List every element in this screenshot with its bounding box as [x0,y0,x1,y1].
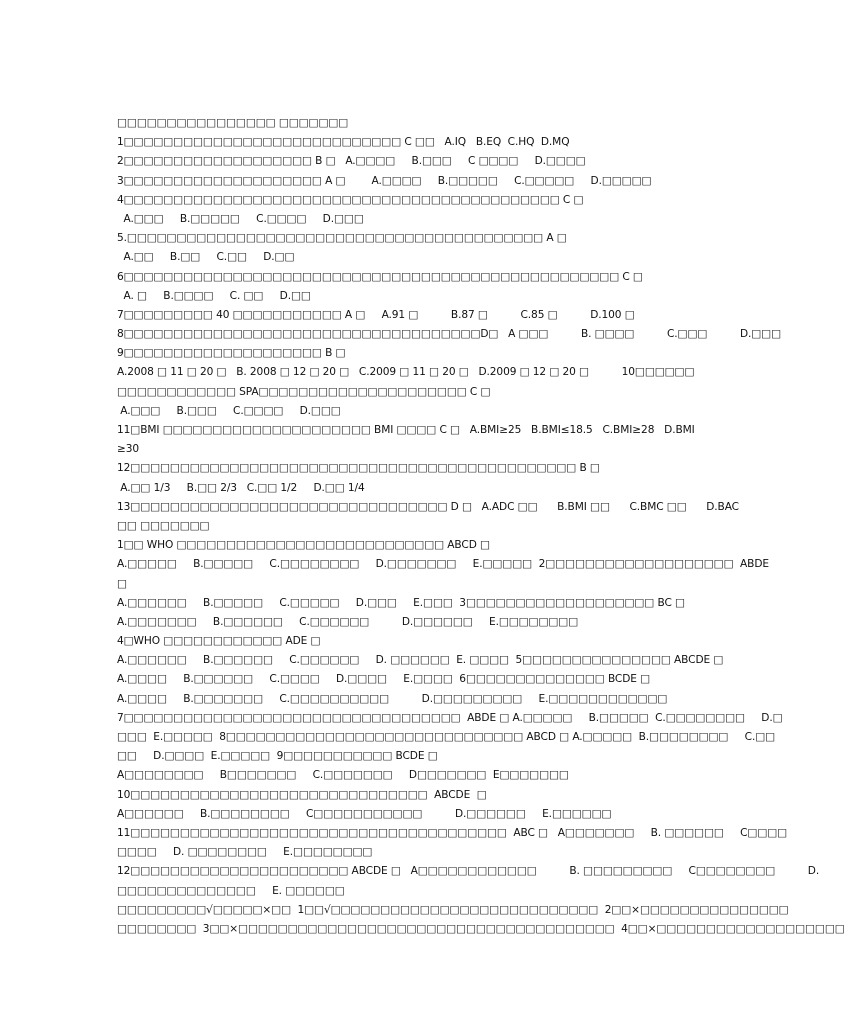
question-line: 2□□□□□□□□□□□□□□□□□□□ B □ A.□□□□ B.□□□ C □□□□ D.□□□□ [117,155,586,168]
question-line: 7□□□□□□□□□ 40 □□□□□□□□□□□ A □ A.91 □ B.87 □ C.85 □ D.100 □ [117,308,635,321]
question-line: 12□□□□□□□□□□□□□□□□□□□□□□ ABCDE □ A□□□□□□□□□□□□ B. □□□□□□□□□ C□□□□□□□□ D. [117,865,820,878]
question-line: 7□□□□□□□□□□□□□□□□□□□□□□□□□□□□□□□□□□ ABDE □ A.□□□□□ B.□□□□□ C.□□□□□□□□ D.□ [117,711,783,724]
question-line: 5.□□□□□□□□□□□□□□□□□□□□□□□□□□□□□□□□□□□□□□□□□□ A □ [117,232,567,245]
options-line: A.□□□□ B.□□□□□□ C.□□□□ D.□□□□ E.□□□□ 6□□□□□□□□□□□□□□ BCDE □ [117,673,651,686]
options-line: A.□□□□ B.□□□□□□□ C.□□□□□□□□□□ D.□□□□□□□□□ E.□□□□□□□□□□□□ [117,692,668,705]
question-line: 3□□□□□□□□□□□□□□□□□□□□ A □ A.□□□□ B.□□□□□ C.□□□□□ D.□□□□□ [117,174,652,187]
question-line: 9□□□□□□□□□□□□□□□□□□□□ B □ [117,347,346,360]
question-line: 4□WHO □□□□□□□□□□□□ ADE □ [117,635,321,648]
options-line: □□□□□□□□□□□□□□ E. □□□□□□ [117,884,345,897]
section-heading-true-false: □□□□□□□□□√□□□□□×□□ 1□□√□□□□□□□□□□□□□□□□□□□□□□□□□□□ 2□□×□□□□□□□□□□□□□□□ [117,903,789,916]
options-line: A.□□ B.□□ C.□□ D.□□ [117,251,295,264]
document-body [117,114,845,939]
question-line: 10□□□□□□□□□□□□□□□□□□□□□□□□□□□□□□ ABCDE □ [117,788,487,801]
continuation-line: ≥30 [117,443,140,456]
options-line: A.□□□□□□ B.□□□□□□ C.□□□□□□ D. □□□□□□ E. □□□□ 5□□□□□□□□□□□□□□□ ABCDE □ [117,654,724,667]
question-line: 11□□□□□□□□□□□□□□□□□□□□□□□□□□□□□□□□□□□□□□ ABC □ A□□□□□□□ B. □□□□□□ C□□□□ [117,826,788,839]
section-heading-single-choice: □□□□□□□□□□□□□□□□ □□□□□□□ [117,117,349,129]
question-line: 1□□ WHO □□□□□□□□□□□□□□□□□□□□□□□□□□□ ABCD □ [117,539,490,552]
options-line: □□□ E.□□□□□ 8□□□□□□□□□□□□□□□□□□□□□□□□□□□□□□ ABCD □ A.□□□□□ B.□□□□□□□□ C.□□ [117,731,776,743]
question-line: □□□□□□□□ 3□□×□□□□□□□□□□□□□□□□□□□□□□□□□□□□□□□□□□□□□□ 4□□×□□□□□□□□□□□□□□□□□□□ [117,922,845,935]
options-line: A.□□□ B.□□□ C.□□□□ D.□□□ [117,404,341,417]
question-line: 13□□□□□□□□□□□□□□□□□□□□□□□□□□□□□□□□ D □ A.ADC □□ B.BMI □□ C.BMC □□ D.BAC [117,500,739,513]
options-line: □□□□ D. □□□□□□□□ E.□□□□□□□□ [117,846,373,859]
question-line: 11□BMI □□□□□□□□□□□□□□□□□□□□□ BMI □□□□ C □ A.BMI≥25 B.BMI≤18.5 C.BMI≥28 D.BMI [117,424,695,436]
question-line: 1□□□□□□□□□□□□□□□□□□□□□□□□□□□□ C □□ A.IQ B.EQ C.HQ D.MQ [117,136,570,149]
options-line: A.□□□□□ B.□□□□□ C.□□□□□□□□ D.□□□□□□□ E.□□□□□ 2□□□□□□□□□□□□□□□□□□□ ABDE [117,558,769,571]
options-line: □□ D.□□□□ E.□□□□□ 9□□□□□□□□□□□ BCDE □ [117,750,438,763]
continuation-line: □ [117,577,127,590]
options-line: A.□□□ B.□□□□□ C.□□□□ D.□□□ [117,212,364,225]
options-line: A.□□□□□□□ B.□□□□□□ C.□□□□□□ D.□□□□□□ E.□□□□□□□□ [117,615,579,628]
options-line: A□□□□□□ B.□□□□□□□□ C□□□□□□□□□□□ D.□□□□□□ E.□□□□□□ [117,807,612,820]
question-line: 8□□□□□□□□□□□□□□□□□□□□□□□□□□□□□□□□□□□□D□ A □□□ B. □□□□ C.□□□ D.□□□ [117,328,781,341]
options-line: A.□□ 1/3 B.□□ 2/3 C.□□ 1/2 D.□□ 1/4 [117,481,365,494]
question-line: 12□□□□□□□□□□□□□□□□□□□□□□□□□□□□□□□□□□□□□□□□□□□□□ B □ [117,462,600,475]
question-line: 4□□□□□□□□□□□□□□□□□□□□□□□□□□□□□□□□□□□□□□□□□□□□ C □ [117,193,584,206]
options-line: A.2008 □ 11 □ 20 □ B. 2008 □ 12 □ 20 □ C.2009 □ 11 □ 20 □ D.2009 □ 12 □ 20 □ 10□□□□□□ [117,366,695,379]
section-heading-multiple-choice: □□ □□□□□□□ [117,519,210,532]
options-line: A□□□□□□□□ B□□□□□□□ C.□□□□□□□ D□□□□□□□ E□□□□□□□ [117,769,569,782]
options-line: A. □ B.□□□□ C. □□ D.□□ [117,289,311,302]
question-line: □□□□□□□□□□□□ SPA□□□□□□□□□□□□□□□□□□□□□ C □ [117,385,491,398]
question-line: 6□□□□□□□□□□□□□□□□□□□□□□□□□□□□□□□□□□□□□□□□□□□□□□□□□□ C □ [117,270,643,283]
options-line: A.□□□□□□ B.□□□□□ C.□□□□□ D.□□□ E.□□□ 3□□□□□□□□□□□□□□□□□□□ BC □ [117,596,685,609]
